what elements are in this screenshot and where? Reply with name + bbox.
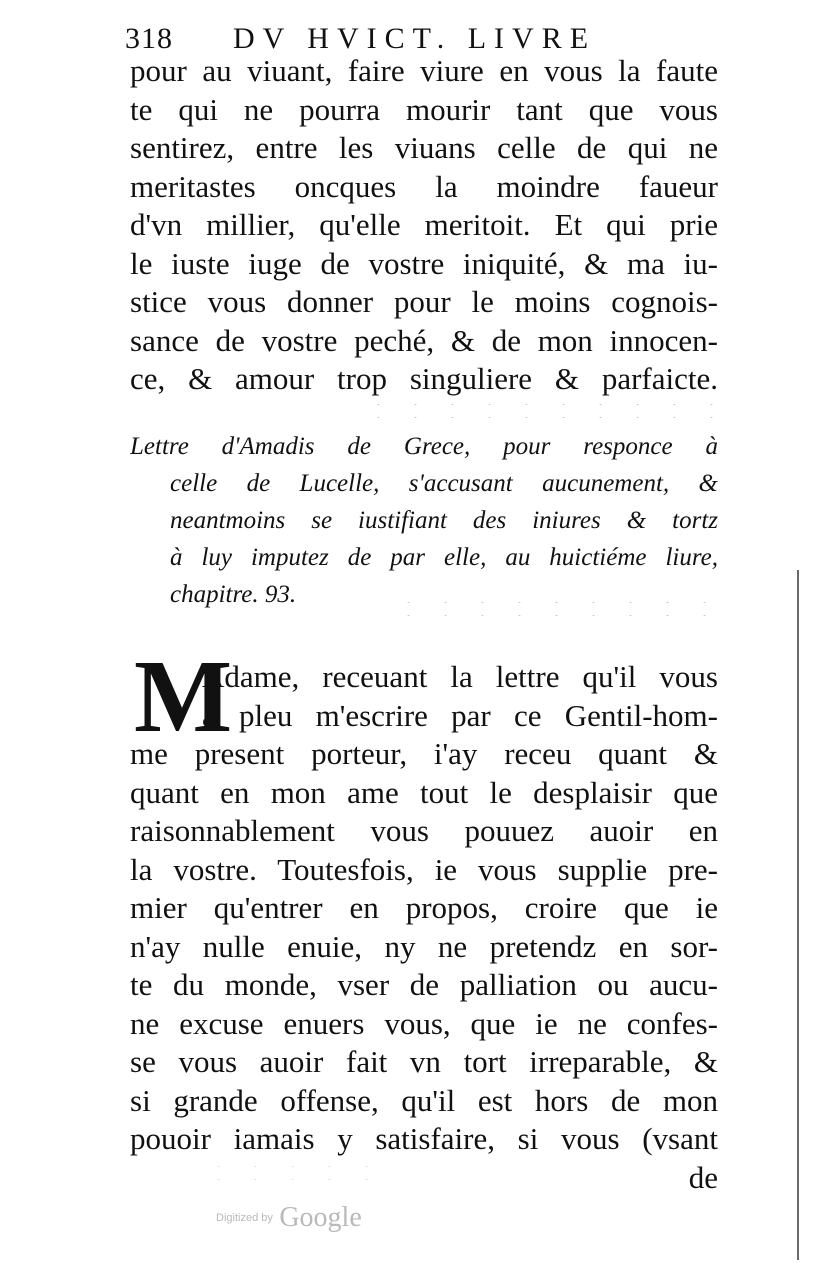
catchword: de xyxy=(688,1159,718,1195)
running-head: DV HVICT. LIVRE xyxy=(233,22,597,55)
text-line: me present porteur, i'ay receu quant & xyxy=(130,736,718,771)
text-line: pouoir iamais y satisfaire, si vous (vsant xyxy=(130,1121,718,1156)
heading-line: à luy imputez de par elle, au huictiéme liure, xyxy=(170,544,718,571)
text-line: mier qu'entrer en propos, croire que ie xyxy=(130,890,718,925)
text-line: stice vous donner pour le moins cognois- xyxy=(130,284,718,319)
heading-line: Lettre d'Amadis de Grece, pour responce à xyxy=(130,433,718,460)
text-line: pour au viuant, faire viure en vous la faute xyxy=(130,53,718,88)
text-line: Adame, receuant la lettre qu'il vous xyxy=(202,659,718,694)
heading-line: neantmoins se iustifiant des iniures & tortz xyxy=(170,507,718,534)
google-watermark xyxy=(216,1202,362,1234)
text-line: ne excuse enuers vous, que ie ne confes- xyxy=(130,1005,718,1041)
text-line: te qui ne pourra mourir tant que vous xyxy=(130,91,718,127)
heading-line: celle de Lucelle, s'accusant aucunement, & xyxy=(170,470,718,497)
previous-text-block xyxy=(130,52,718,399)
text-line: meritastes oncques la moindre faueur xyxy=(130,168,718,204)
letter-body xyxy=(130,639,718,1197)
print-specks xyxy=(200,1160,400,1180)
text-line: raisonnablement vous pouuez auoir en xyxy=(130,813,718,848)
google-logo: Google xyxy=(279,1202,362,1233)
heading-line: chapitre. 93. xyxy=(170,581,297,608)
print-specks xyxy=(360,398,720,418)
text-line: a pleu m'escrire par ce Gentil-hom- xyxy=(202,697,718,733)
text-line: si grande offense, qu'il est hors de mon xyxy=(130,1082,718,1118)
text-line: la vostre. Toutesfois, ie vous supplie pre- xyxy=(130,851,718,887)
print-specks xyxy=(390,596,710,616)
text-line: le iuste iuge de vostre iniquité, & ma iu- xyxy=(130,245,718,281)
text-line: quant en mon ame tout le desplaisir que xyxy=(130,774,718,810)
text-line: sentirez, entre les viuans celle de qui ne xyxy=(130,130,718,165)
page-edge-line xyxy=(797,570,799,1260)
text-line: ce, & amour trop singuliere & parfaicte. xyxy=(130,361,718,396)
text-line: sance de vostre peché, & de mon innocen- xyxy=(130,322,718,358)
text-line: d'vn millier, qu'elle meritoit. Et qui prie xyxy=(130,207,718,242)
page-number: 318 xyxy=(125,22,173,55)
letter-heading xyxy=(130,428,718,613)
text-line: n'ay nulle enuie, ny ne pretendz en sor- xyxy=(130,928,718,964)
text-line: te du monde, vser de palliation ou aucu- xyxy=(130,967,718,1002)
text-line: se vous auoir fait vn tort irreparable, & xyxy=(130,1044,718,1079)
watermark-prefix: Digitized by xyxy=(216,1212,273,1224)
drop-cap: M xyxy=(134,639,233,754)
